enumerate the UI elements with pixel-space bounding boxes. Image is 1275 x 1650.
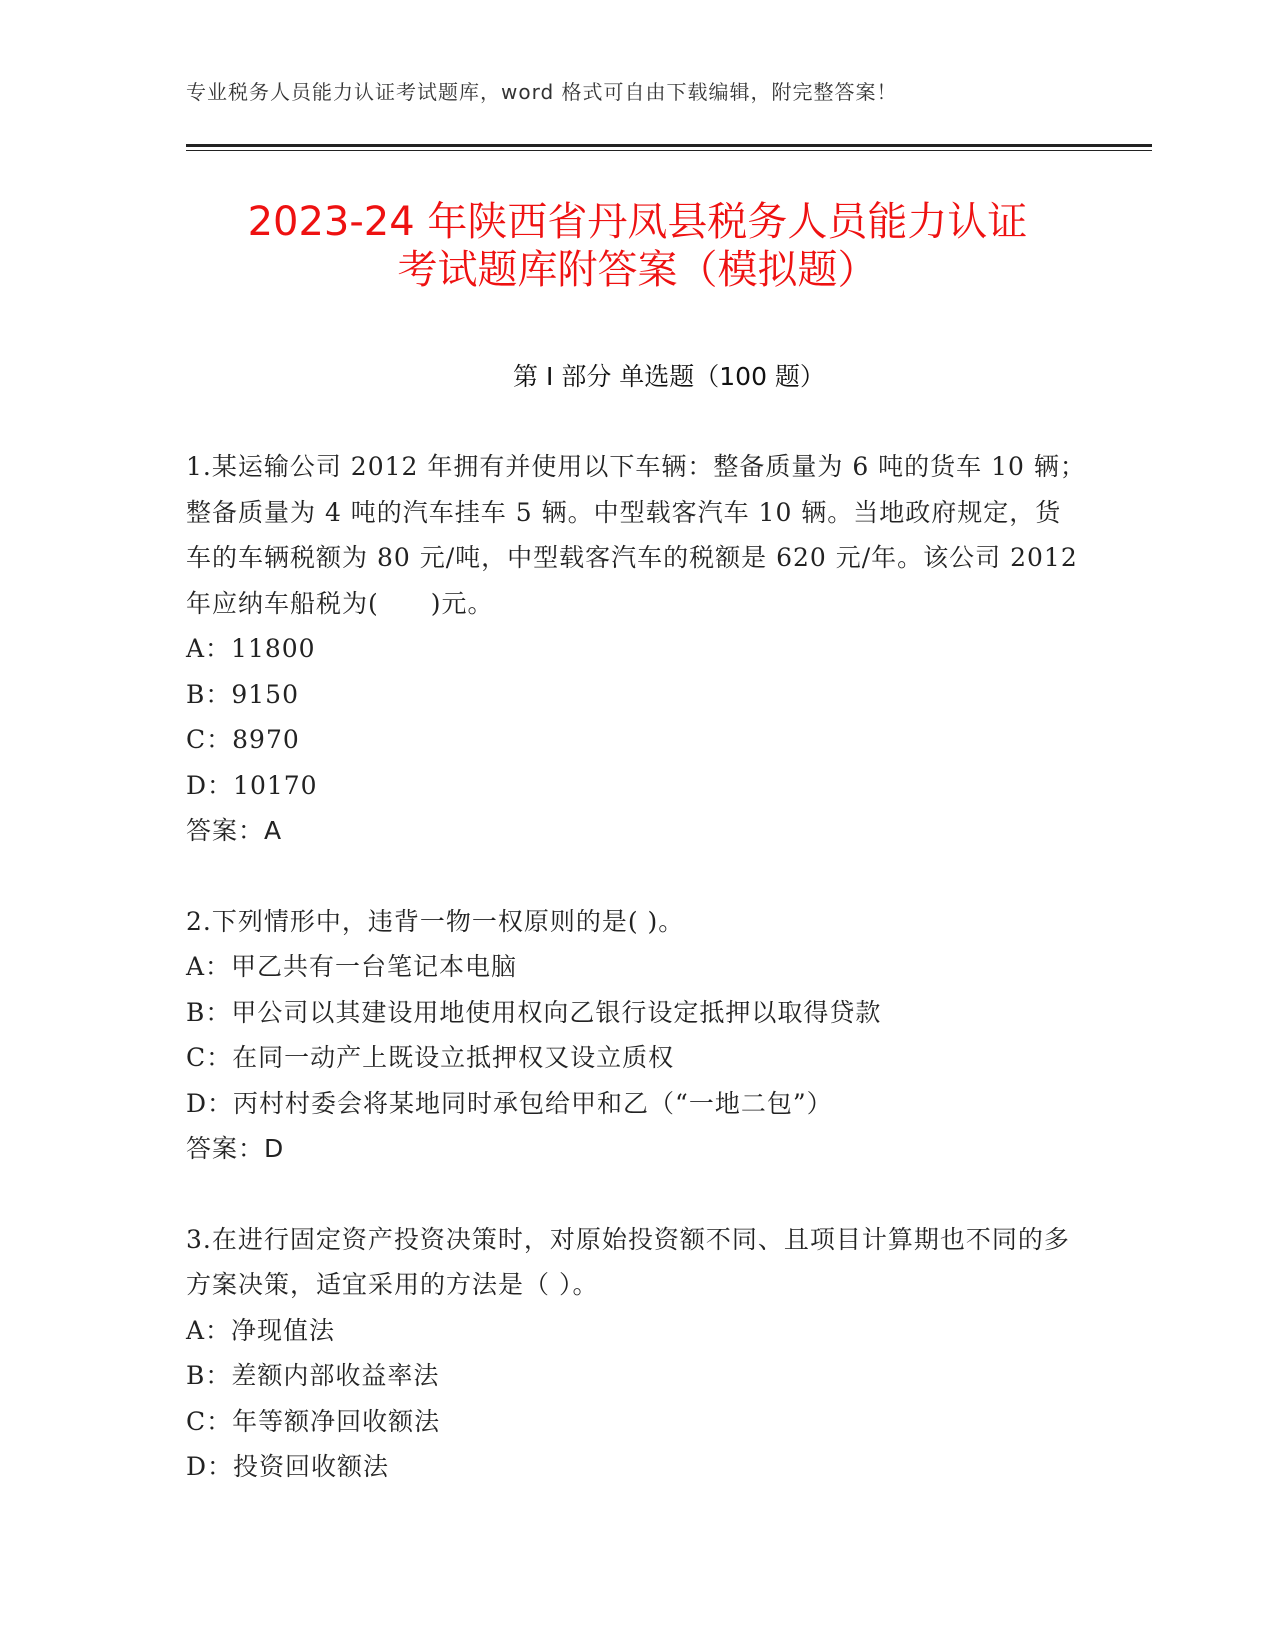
- question-1: [186, 444, 1086, 854]
- option-b: B：差额内部收益率法: [186, 1361, 440, 1390]
- option-c: C：年等额净回收额法: [186, 1406, 441, 1436]
- option-d: D：10170: [186, 770, 318, 800]
- question-3: [186, 1217, 1086, 1490]
- question-stem: 1.某运输公司 2012 年拥有并使用以下车辆：整备质量为 6 吨的货车 10 辆；整备质量为 4 吨的汽车挂车 5 辆。中型载客汽车 10 辆。当地政府规定，货车的车辆税额为 80 元/吨，中型载客汽车的税额是 620 元/年。该公司 2012 年应纳车船税为( )元。: [186, 452, 1086, 618]
- option-d: D：投资回收额法: [186, 1452, 390, 1481]
- option-b: B：9150: [186, 679, 299, 709]
- question-stem: 3.在进行固定资产投资决策时，对原始投资额不同、且项目计算期也不同的多方案决策，适宜采用的方法是（ ）。: [186, 1224, 1070, 1299]
- question-list: [186, 444, 1086, 1490]
- header-rule-thick: [186, 144, 1152, 147]
- option-a: A：11800: [186, 634, 316, 663]
- section-heading: 第 I 部分 单选题（100 题）: [513, 362, 825, 391]
- answer: 答案：A: [186, 816, 283, 845]
- question-spacer: [186, 1172, 1086, 1217]
- option-a: A：净现值法: [186, 1315, 336, 1345]
- question-spacer: [186, 854, 1086, 899]
- document-title: [150, 198, 1125, 294]
- option-c: C：8970: [186, 725, 300, 754]
- header-note: 专业税务人员能力认证考试题库，word 格式可自由下载编辑，附完整答案！: [186, 80, 898, 104]
- document-title-line-2: 考试题库附答案（模拟题）: [397, 247, 878, 293]
- option-b: B：甲公司以其建设用地使用权向乙银行设定抵押以取得贷款: [186, 997, 882, 1027]
- header-rule-thin: [186, 150, 1152, 151]
- option-a: A：甲乙共有一台笔记本电脑: [186, 952, 518, 981]
- question-stem: 2.下列情形中，违背一物一权原则的是( )。: [186, 906, 685, 936]
- document-title-line-1: 2023-24 年陕西省丹凤县税务人员能力认证: [247, 199, 1028, 245]
- answer: 答案：D: [186, 1134, 285, 1163]
- question-2: [186, 899, 1086, 1172]
- option-c: C：在同一动产上既设立抵押权又设立质权: [186, 1043, 675, 1072]
- option-d: D：丙村村委会将某地同时承包给甲和乙（“一地二包”）: [186, 1088, 833, 1118]
